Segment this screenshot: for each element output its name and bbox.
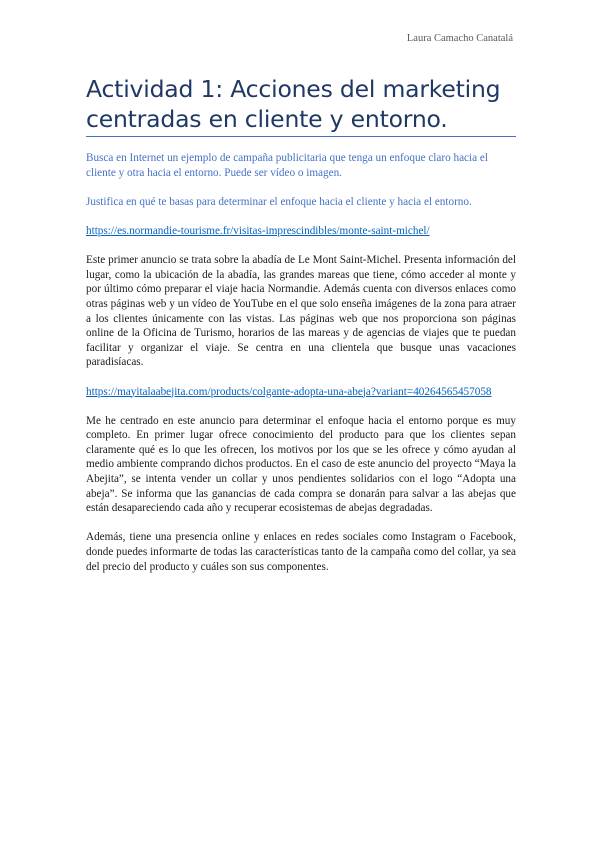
document-body [86,151,516,589]
title-underline [86,136,516,137]
instruction-paragraph-1: Busca en Internet un ejemplo de campaña publicitaria que tenga un enfoque claro hacia el cliente y otra hacia el entorno. Puede ser vídeo o imagen. [86,152,488,179]
body-paragraph-online-presence: Además, tiene una presencia online y enlaces en redes sociales como Instagram o Facebook, donde puedes informarte de todas las características tanto de la campaña como del collar, ya sea del precio del producto y cuáles son sus componentes. [86,531,516,573]
body-paragraph-mont-saint-michel: Este primer anuncio se trata sobre la abadía de Le Mont Saint-Michel. Presenta información del lugar, como la ubicación de la abadía, las grandes mareas que tiene, cómo acceder al monte y por último cómo preparar el viaje hacia Normandie. Además cuenta con diversos enlaces como otras páginas web y un vídeo de YouTube en el que solo enseña imágenes de la zona para atraer a los clientes únicamente con las vistas. Las páginas web que nos proporciona son páginas online de la Oficina de Turismo, horarios de las mareas y de agencias de viajes que te puedan facilitar y organizar el viaje. Se centra en una clientela que busque unas vacaciones paradisíacas. [86,254,516,369]
body-paragraph-entorno: Me he centrado en este anuncio para determinar el enfoque hacia el entorno porque es muy completo. En primer lugar ofrece conocimiento del producto para que los clientes sepan claramente qué es lo que les ofrecen, los motivos por los que se les ofrece y cómo ayudan al medio ambiente comprando dichos productos. En el caso de este anuncio del proyecto “Maya la Abejita”, se intenta vender un collar y unos pendientes solidarios con el logo “Adopta una abeja”. Se informa que las ganancias de cada compra se donarán para salvar a las abejas que están desapareciendo cada año y recuperar ecosistemas de abejas degradadas. [86,414,516,515]
link-normandie-tourisme[interactable]: https://es.normandie-tourisme.fr/visitas-imprescindibles/monte-saint-michel/ [86,224,430,237]
instruction-paragraph-2: Justifica en qué te basas para determinar el enfoque hacia el cliente y hacia el entorno. [86,195,472,208]
link-mayita-la-abejita[interactable]: https://mayitalaabejita.com/products/colgante-adopta-una-abeja?variant=40264565457058 [86,385,492,398]
page-title: Actividad 1: Acciones del marketing centradas en cliente y entorno. [86,75,501,133]
page-header-author: Laura Camacho Canatalá [406,33,513,44]
